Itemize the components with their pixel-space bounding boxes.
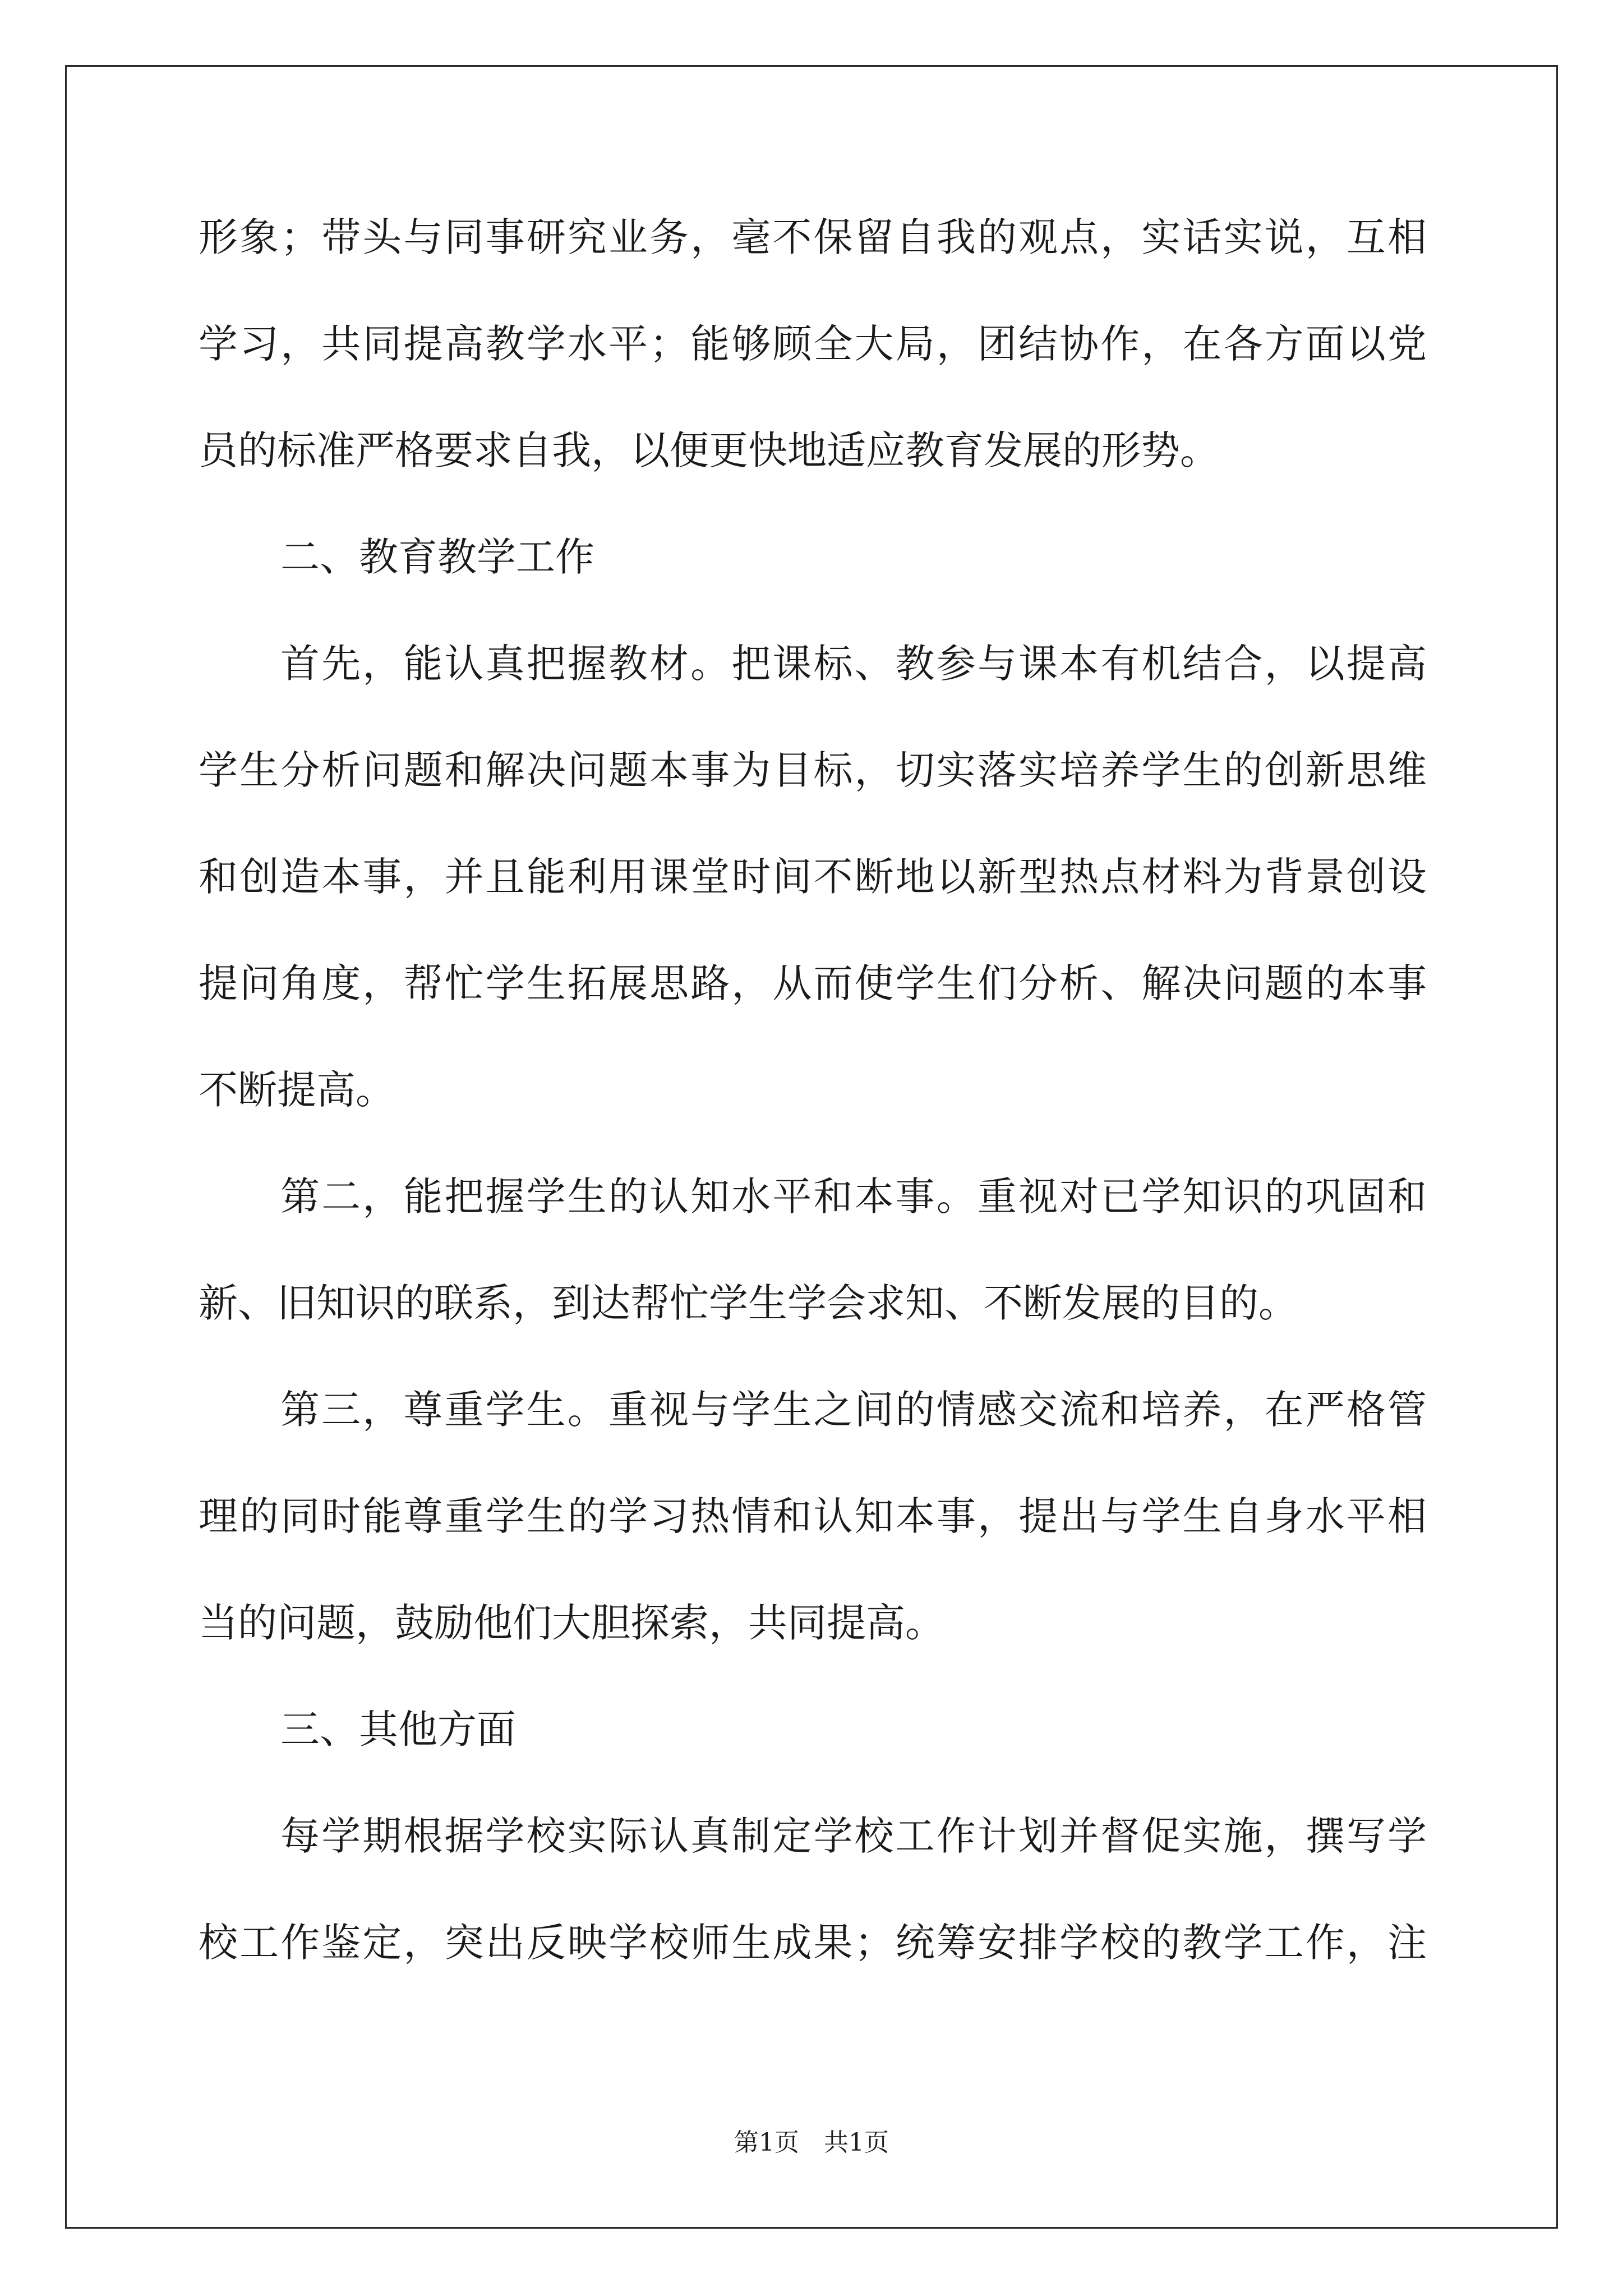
paragraph-line: 校工作鉴定，突出反映学校师生成果；统筹安排学校的教学工作，注 xyxy=(199,1920,1427,1966)
paragraph-line: 学生分析问题和解决问题本事为目标，切实落实培养学生的创新思维 xyxy=(199,747,1427,793)
paragraph-line: 新、旧知识的联系，到达帮忙学生学会求知、不断发展的目的。 xyxy=(199,1280,1298,1326)
paragraph-line: 和创造本事，并且能利用课堂时间不断地以新型热点材料为背景创设 xyxy=(199,854,1427,900)
page-footer: 第1页 共1页 xyxy=(734,2128,889,2157)
paragraph-line: 第三，尊重学生。重视与学生之间的情感交流和培养，在严格管 xyxy=(280,1387,1427,1433)
paragraph-line: 当的问题，鼓励他们大胆探索，共同提高。 xyxy=(199,1600,944,1646)
paragraph-line: 首先，能认真把握教材。把课标、教参与课本有机结合，以提高 xyxy=(280,641,1427,687)
paragraph-line: 提问角度，帮忙学生拓展思路，从而使学生们分析、解决问题的本事 xyxy=(199,960,1427,1006)
paragraph-line: 每学期根据学校实际认真制定学校工作计划并督促实施，撰写学 xyxy=(280,1813,1427,1859)
page-border xyxy=(65,65,1558,2229)
paragraph-line: 学习，共同提高教学水平；能够顾全大局，团结协作，在各方面以党 xyxy=(199,321,1427,367)
paragraph-line: 第二，能把握学生的认知水平和本事。重视对已学知识的巩固和 xyxy=(280,1174,1427,1220)
paragraph-line: 形象；带头与同事研究业务，毫不保留自我的观点，实话实说，互相 xyxy=(199,214,1427,260)
paragraph-line: 理的同时能尊重学生的学习热情和认知本事，提出与学生自身水平相 xyxy=(199,1493,1427,1539)
paragraph-line: 员的标准严格要求自我，以便更快地适应教育发展的形势。 xyxy=(199,427,1219,473)
section-heading: 二、教育教学工作 xyxy=(280,534,594,580)
section-heading: 三、其他方面 xyxy=(280,1706,516,1752)
paragraph-line: 不断提高。 xyxy=(199,1067,395,1113)
